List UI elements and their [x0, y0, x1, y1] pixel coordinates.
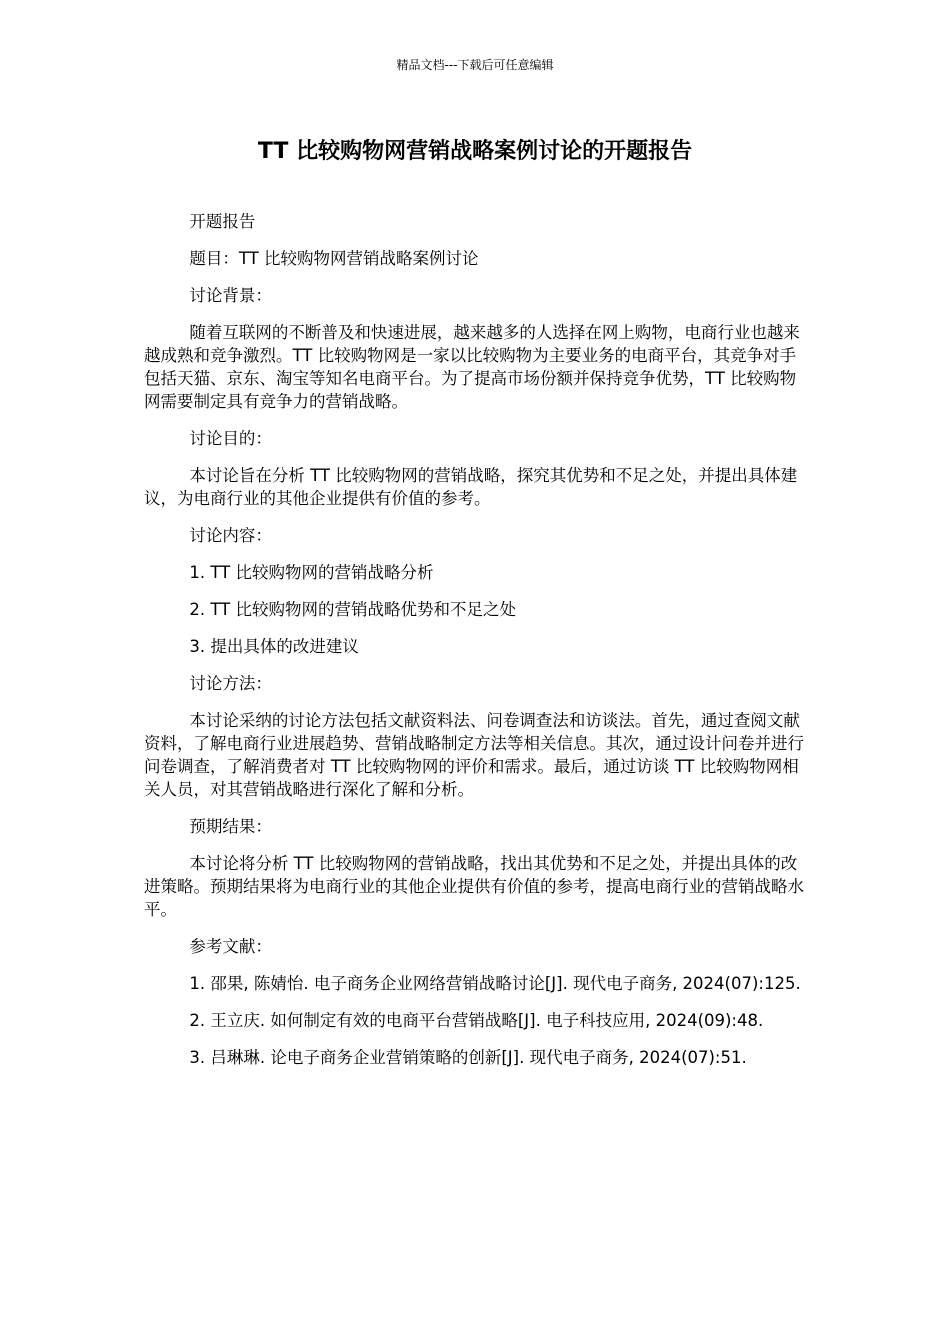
header-note: 精品文档---下载后可任意编辑	[396, 58, 554, 72]
purpose-paragraph: 本讨论旨在分析 TT 比较购物网的营销战略，探究其优势和不足之处，并提出具体建议，为电商行业的其他企业提供有价值的参考。	[144, 466, 798, 508]
section-heading-background: 讨论背景：	[189, 286, 272, 305]
reference-item: 3. 吕琳琳. 论电子商务企业营销策略的创新[J]. 现代电子商务, 2024(07):51.	[189, 1048, 747, 1067]
document-body	[144, 210, 806, 1083]
section-heading-purpose: 讨论目的：	[189, 429, 272, 448]
expected-paragraph: 本讨论将分析 TT 比较购物网的营销战略，找出其优势和不足之处，并提出具体的改进策略。预期结果将为电商行业的其他企业提供有价值的参考，提高电商行业的营销战略水平。	[144, 854, 804, 919]
topic-line: 题目：TT 比较购物网营销战略案例讨论	[189, 249, 479, 268]
content-list-item: 1. TT 比较购物网的营销战略分析	[189, 563, 434, 582]
section-heading-expected: 预期结果：	[189, 817, 272, 836]
reference-item: 2. 王立庆. 如何制定有效的电商平台营销战略[J]. 电子科技应用, 2024(09):48.	[189, 1011, 764, 1030]
content-list-item: 3. 提出具体的改进建议	[189, 637, 359, 656]
section-heading-content: 讨论内容：	[189, 526, 272, 545]
method-paragraph: 本讨论采纳的讨论方法包括文献资料法、问卷调查法和访谈法。首先，通过查阅文献资料，了解电商行业进展趋势、营销战略制定方法等相关信息。其次，通过设计问卷并进行问卷调查，了解消费者对 TT 比较购物网的评价和需求。最后，通过访谈 TT 比较购物网相关人员，对其营销战略进行深化了解和分析。	[144, 711, 804, 799]
content-list-item: 2. TT 比较购物网的营销战略优势和不足之处	[189, 600, 516, 619]
background-paragraph: 随着互联网的不断普及和快速进展，越来越多的人选择在网上购物，电商行业也越来越成熟和竞争激烈。TT 比较购物网是一家以比较购物为主要业务的电商平台，其竞争对手包括天猫、京东、淘宝等知名电商平台。为了提高市场份额并保持竞争优势，TT 比较购物网需要制定具有竞争力的营销战略。	[144, 323, 800, 411]
section-heading-report: 开题报告	[189, 212, 256, 231]
reference-item: 1. 邵果, 陈婧怡. 电子商务企业网络营销战略讨论[J]. 现代电子商务, 2024(07):125.	[189, 974, 801, 993]
section-heading-references: 参考文献：	[189, 937, 272, 956]
section-heading-method: 讨论方法：	[189, 674, 272, 693]
document-title: TT 比较购物网营销战略案例讨论的开题报告	[257, 139, 693, 164]
